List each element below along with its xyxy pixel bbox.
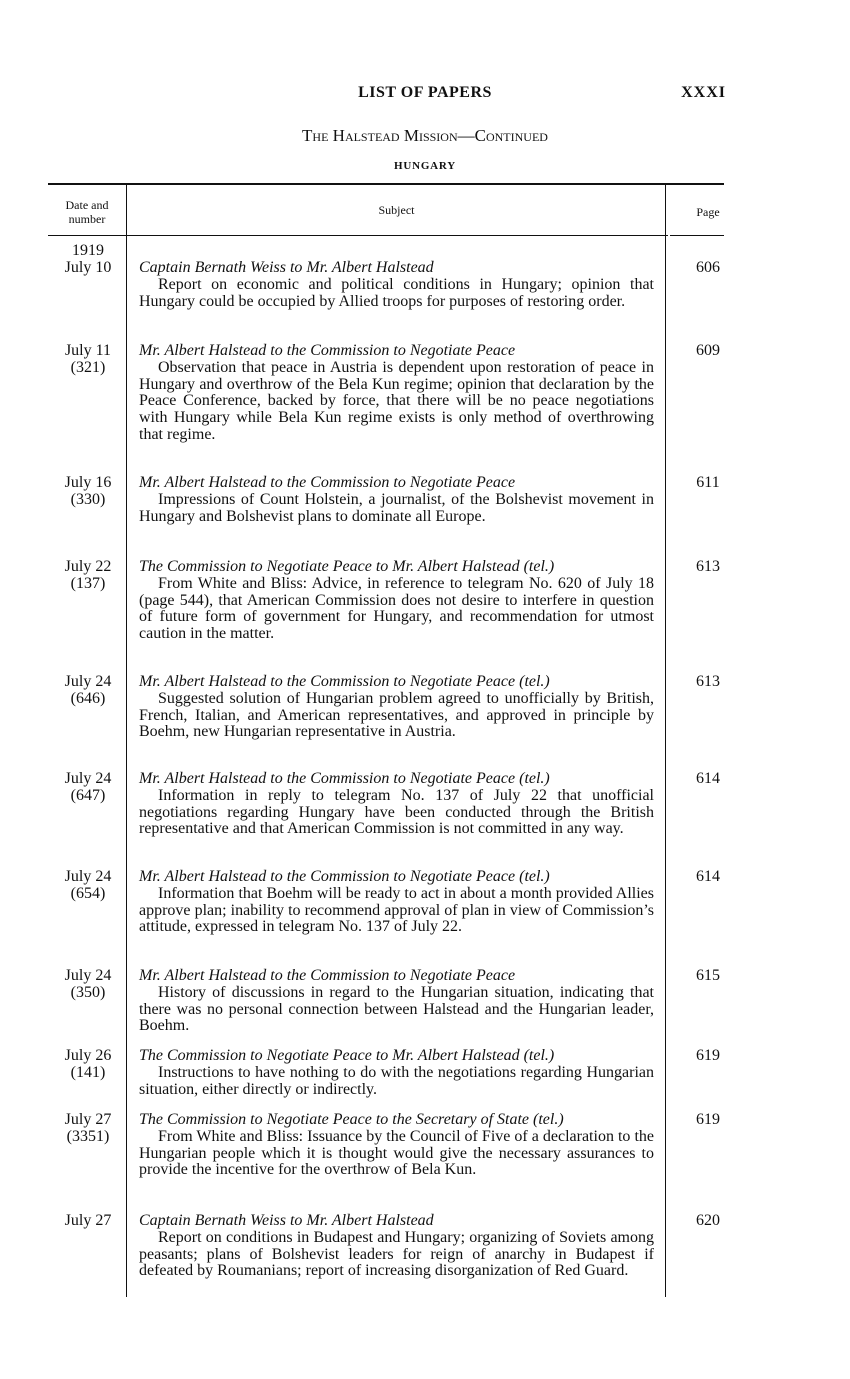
entry-summary: Report on economic and political conditions in Hungary; opinion that Hungary could be occupied by Allied troops for purposes of restoring order.	[139, 275, 654, 310]
entry-subject-cell	[139, 343, 654, 444]
entry-number: (141)	[70, 1063, 106, 1081]
entry-date-cell	[48, 475, 128, 509]
entry-date: July 16	[64, 474, 112, 491]
entry-page-number: 619	[696, 1047, 720, 1064]
entry-page-number: 614	[696, 868, 720, 885]
entry-summary: Report on conditions in Budapest and Hungary; organizing of Soviets among peasants; plans of Bolshevist leaders for reign of anarchy in Budapest if defeated by Roumanians; report of increasing disorganization of Red Guard.	[139, 1228, 654, 1280]
entry-summary: History of discussions in regard to the Hungarian situation, indicating that there was no personal connection between Halstead and the Hungarian leader, Boehm.	[139, 983, 654, 1035]
entry-summary: Information that Boehm will be ready to act in about a month provided Allies approve plan; inability to recommend approval of plan in view of Commission’s attitude, expressed in telegram No. 137 of July 22.	[139, 884, 654, 936]
entry-summary: Observation that peace in Austria is dependent upon restoration of peace in Hungary and overthrow of the Bela Kun regime; opinion that declaration by the Peace Conference, backed by force, that there will be no peace negotiations with Hungary while Bela Kun regime exists is only method of overthrowing that regime.	[139, 358, 654, 443]
entry-correspondents: Mr. Albert Halstead to the Commission to Negotiate Peace (tel.)	[139, 673, 550, 690]
entry-date-cell	[48, 771, 128, 805]
entry-correspondents: The Commission to Negotiate Peace to Mr. Albert Halstead (tel.)	[139, 558, 555, 575]
entry-number: (321)	[70, 358, 106, 376]
entry-page-number: 620	[696, 1212, 720, 1229]
entry-page-number: 609	[696, 342, 720, 359]
entry-subject-cell	[139, 1048, 654, 1098]
entry-date-cell	[48, 1112, 128, 1146]
entry-subject-cell	[139, 771, 654, 838]
entry-correspondents: Mr. Albert Halstead to the Commission to Negotiate Peace (tel.)	[139, 770, 550, 787]
entry-subject-cell	[139, 674, 654, 741]
header-bottom-rule-page	[670, 235, 724, 236]
header-bottom-rule	[48, 235, 668, 236]
papers-table	[48, 183, 724, 1299]
entry-date-cell	[48, 968, 128, 1002]
entry-date: July 26	[64, 1047, 112, 1064]
entry-page-number: 619	[696, 1111, 720, 1128]
entry-date-cell	[48, 869, 128, 903]
entry-date: July 22	[64, 558, 112, 575]
entry-date-cell	[48, 1048, 128, 1082]
entry-date-cell	[48, 1213, 128, 1230]
entry-number: (646)	[70, 689, 106, 707]
entry-date: July 24	[64, 673, 112, 690]
table-top-rule	[48, 183, 724, 185]
entry-summary: Instructions to have nothing to do with the negotiations regarding Hungarian situation, either directly or indirectly.	[139, 1063, 654, 1098]
column-header-page: Page	[696, 205, 720, 219]
entry-number: (137)	[70, 574, 106, 592]
page-number: XXXI	[681, 84, 726, 101]
entry-date-cell	[48, 559, 128, 593]
entry-date: July 11	[64, 342, 112, 359]
entry-summary: Suggested solution of Hungarian problem agreed to unofficially by British, French, Italian, and American representatives, and approved in principle by Boehm, new Hungarian representative in Austria.	[139, 689, 654, 741]
entry-page-number: 613	[696, 673, 720, 690]
subsection-title: HUNGARY	[393, 160, 457, 172]
entry-correspondents: Captain Bernath Weiss to Mr. Albert Halstead	[139, 1212, 434, 1229]
entry-correspondents: Captain Bernath Weiss to Mr. Albert Halstead	[139, 259, 434, 276]
entry-correspondents: Mr. Albert Halstead to the Commission to Negotiate Peace (tel.)	[139, 868, 550, 885]
column-divider-page	[665, 185, 666, 1297]
running-title: LIST OF PAPERS	[358, 84, 492, 101]
entry-subject-cell	[139, 475, 654, 525]
entry-date: July 24	[64, 967, 112, 984]
entry-page-number: 611	[696, 474, 720, 491]
entry-date-cell	[48, 674, 128, 708]
entry-summary: Impressions of Count Holstein, a journalist, of the Bolshevist movement in Hungary and Bolshevist plans to dominate all Europe.	[139, 490, 654, 525]
entry-page-number: 614	[696, 770, 720, 787]
entry-subject-cell	[139, 559, 654, 643]
entry-page-number: 613	[696, 558, 720, 575]
entry-page-number: 615	[696, 967, 720, 984]
entry-subject-cell	[139, 260, 654, 310]
entry-subject-cell	[139, 1112, 654, 1179]
column-header-date: Date and number	[65, 198, 109, 226]
entry-correspondents: Mr. Albert Halstead to the Commission to Negotiate Peace	[139, 342, 516, 359]
entry-date: July 24	[64, 868, 112, 885]
entry-date-cell	[48, 343, 128, 377]
entry-number: (647)	[70, 786, 106, 804]
section-title: The Halstead Mission—Continued	[302, 126, 548, 145]
entry-correspondents: Mr. Albert Halstead to the Commission to Negotiate Peace	[139, 474, 516, 491]
entry-number: (654)	[70, 884, 106, 902]
entry-subject-cell	[139, 1213, 654, 1280]
entry-date-cell	[48, 243, 128, 277]
entry-date: July 10	[64, 258, 112, 276]
entry-correspondents: The Commission to Negotiate Peace to Mr. Albert Halstead (tel.)	[139, 1047, 555, 1064]
entry-page-number: 606	[696, 259, 720, 276]
entry-date: July 27	[64, 1111, 112, 1128]
entry-subject-cell	[139, 968, 654, 1035]
entry-date: July 24	[64, 770, 112, 787]
entry-number: (350)	[70, 983, 106, 1001]
entry-number: (330)	[70, 490, 106, 508]
entry-date: July 27	[64, 1212, 112, 1229]
entry-number: (3351)	[66, 1127, 110, 1145]
entry-correspondents: The Commission to Negotiate Peace to the Secretary of State (tel.)	[139, 1111, 564, 1128]
entry-year: 1919	[72, 242, 104, 259]
entry-summary: From White and Bliss: Issuance by the Council of Five of a declaration to the Hungarian people which it is thought would give the necessary assurances to provide the incentive for the overthrow of Bela Kun.	[139, 1127, 654, 1179]
entry-subject-cell	[139, 869, 654, 936]
page-header	[0, 84, 850, 106]
entry-correspondents: Mr. Albert Halstead to the Commission to Negotiate Peace	[139, 967, 516, 984]
column-header-subject: Subject	[378, 203, 415, 217]
entry-summary: From White and Bliss: Advice, in reference to telegram No. 620 of July 18 (page 544), that American Commission does not desire to interfere in question of future form of government for Hungary, and recommendation for utmost caution in the matter.	[139, 574, 654, 643]
entry-summary: Information in reply to telegram No. 137 of July 22 that unofficial negotiations regarding Hungary have been conducted through the British representative and that American Commission is not committed in any way.	[139, 786, 654, 838]
